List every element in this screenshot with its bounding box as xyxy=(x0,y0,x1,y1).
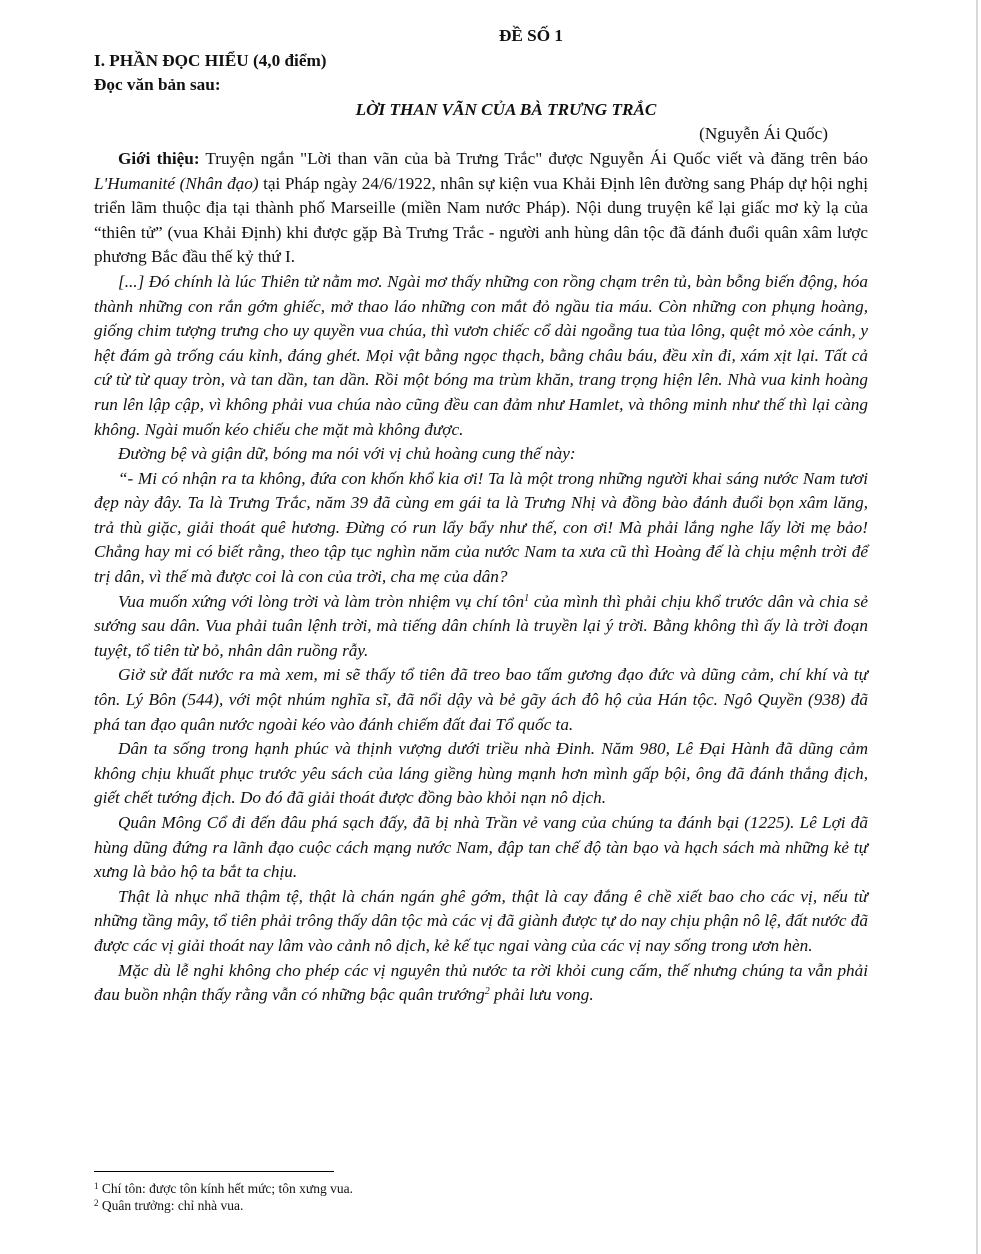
intro-paragraph xyxy=(94,147,868,270)
p4-text-b: của mình thì phải chịu khổ trước dân và chia sẻ sướng sau dân. Vua phải tuân lệnh trời, mà tiếng dân chính là truyền lại ý trời. Bằng không thì ấy là trời đoạn tuyệt, tổ tiên từ bỏ, nhân dân ruồng rẫy. xyxy=(94,591,868,660)
story-title: LỜI THAN VÃN CỦA BÀ TRƯNG TRẮC xyxy=(355,99,657,119)
footnote-ref-2: 2 xyxy=(484,986,490,998)
footnote-text: Chí tôn: được tôn kính hết mức; tôn xưng vua. xyxy=(98,1181,353,1196)
story-paragraph-9 xyxy=(94,959,868,1008)
intro-text-1: Truyện ngắn "Lời than vãn của bà Trưng Trắc" được Nguyễn Ái Quốc viết và đăng trên báo xyxy=(199,148,869,168)
story-paragraph-5: Giở sử đất nước ra mà xem, mi sẽ thấy tổ tiên đã treo bao tấm gương đạo đức và dũng cảm, chí khí và tự tôn. Lý Bôn (544), với một nhúm nghĩa sĩ, đã nổi dậy và bẻ gãy ách đô hộ của Hán tộc. Ngô Quyền (938) đã phá tan đạo quân nước ngoài kéo vào đánh chiếm đất đai Tổ quốc ta. xyxy=(94,665,868,734)
footnote-text: Quân trưởng: chỉ nhà vua. xyxy=(98,1198,244,1213)
document-content xyxy=(94,24,868,1008)
story-paragraph-6: Dân ta sống trong hạnh phúc và thịnh vượng dưới triều nhà Đinh. Năm 980, Lê Đại Hành đã dũng cảm không chịu khuất phục trước yêu sách của láng giềng hùng mạnh hơn mình gấp bội, ông đã đánh thắng địch, giết chết tướng địch. Do đó đã giải thoát được đồng bào khỏi nạn nô dịch. xyxy=(94,739,868,808)
intro-text-2: tại Pháp ngày 24/6/1922, nhân sự kiện vua Khải Định lên đường sang Pháp dự hội nghị triển lãm thuộc địa tại thành phố Marseille (miền Nam nước Pháp). Nội dung truyện kể lại giấc mơ kỳ lạ của “thiên tử” (vua Khải Định) khi được gặp Bà Trưng Trắc - người anh hùng dân tộc đã đánh đuổi quân xâm lược phương Bắc đầu thế kỷ thứ I. xyxy=(94,173,868,267)
p9-text-a: Mặc dù lễ nghi không cho phép các vị nguyên thủ nước ta rời khỏi cung cấm, thế nhưng chúng ta vẫn phải đau buồn nhận thấy rằng vẫn có những bậc quân trướng xyxy=(94,960,868,1005)
story-author: (Nguyễn Ái Quốc) xyxy=(699,124,828,144)
footnote-number: 2 xyxy=(94,1198,99,1208)
reading-instruction: Đọc văn bản sau: xyxy=(94,75,221,95)
story-paragraph-3: “- Mi có nhận ra ta không, đứa con khốn khổ kia ơi! Ta là một trong những người khai sáng nước Nam tươi đẹp này đây. Ta là Trưng Trắc, năm 39 đã cùng em gái ta là Trưng Nhị và đồng bào đánh đuổi bọn xâm lăng, trả thù giặc, giải thoát quê hương. Đừng có run lẩy bẩy như thế, con ơi! Mà phải lắng nghe lấy lời mẹ bảo! Chẳng hay mi có biết rằng, theo tập tục nghìn năm của nước Nam ta xưa cũ thì Hoàng đế là chịu mệnh trời để trị dân, vì thế mà được coi là con của trời, cha mẹ của dân? xyxy=(94,468,868,587)
footnote-2 xyxy=(94,1197,353,1214)
exam-number-heading: ĐỀ SỐ 1 xyxy=(499,26,563,45)
footnote-ref-1: 1 xyxy=(524,592,530,604)
newspaper-name: L'Humanité (Nhân đạo) xyxy=(94,173,259,193)
story-paragraph-7: Quân Mông Cổ đi đến đâu phá sạch đấy, đã bị nhà Trần vẻ vang của chúng ta đánh bại (1225). Lê Lợi đã hùng dũng đứng ra lãnh đạo cuộc cách mạng nước Nam, đập tan chế độ tàn bạo và hạch sách mà những kẻ tự xưng là bảo hộ ta bắt ta chịu. xyxy=(94,813,868,882)
footnotes xyxy=(94,1180,353,1214)
p9-text-b: phải lưu vong. xyxy=(489,985,594,1005)
footnote-divider xyxy=(94,1171,334,1172)
footnote-1 xyxy=(94,1180,353,1197)
footnote-number: 1 xyxy=(94,1181,99,1191)
story-paragraph-2: Đường bệ và giận dữ, bóng ma nói với vị chủ hoàng cung thế này: xyxy=(118,444,576,464)
section-heading: I. PHẦN ĐỌC HIỂU (4,0 điểm) xyxy=(94,50,327,70)
intro-label: Giới thiệu: xyxy=(118,148,200,168)
story-paragraph-4 xyxy=(94,590,868,664)
story-paragraph-1: [...] Đó chính là lúc Thiên tử nằm mơ. Ngài mơ thấy những con rồng chạm trên tủ, bàn bỗng biến động, hóa thành những con rắn gớm ghiếc, mở thao láo những con mắt đỏ ngầu tia máu. Còn những con phụng hoàng, giống chim tượng trưng cho uy quyền vua chúa, thì vươn chiếc cổ dài ngoẵng tua tủa lông, quệt mỏ xòe cánh, y hệt đám gà trống cáu kỉnh, đáng ghét. Mọi vật bằng ngọc thạch, bằng châu báu, đều xỉn đi, xám xịt lại. Tất cả cứ từ từ quay tròn, và tan dần, tan dần. Rồi một bóng ma trùm khăn, trang trọng hiện lên. Nhà vua kinh hoàng run lên lập cập, vì không phải vua chúa nào cũng đều can đảm như Hamlet, và thông minh như thế thì lại càng không. Ngài muốn kéo chiếu che mặt mà không được. xyxy=(94,271,868,439)
story-paragraph-8: Thật là nhục nhã thậm tệ, thật là chán ngán ghê gớm, thật là cay đắng ê chề xiết bao cho các vị, nếu từ những tầng mây, tổ tiên phải trông thấy dân tộc mà các vị đã giành được tự do nay chịu phận nô lệ, đất nước đã được các vị giải thoát nay lâm vào cảnh nô dịch, kẻ kế tục ngai vàng của các vị nay sống trong ươn hèn. xyxy=(94,886,868,955)
p4-text-a: Vua muốn xứng với lòng trời và làm tròn nhiệm vụ chí tôn xyxy=(118,591,525,611)
